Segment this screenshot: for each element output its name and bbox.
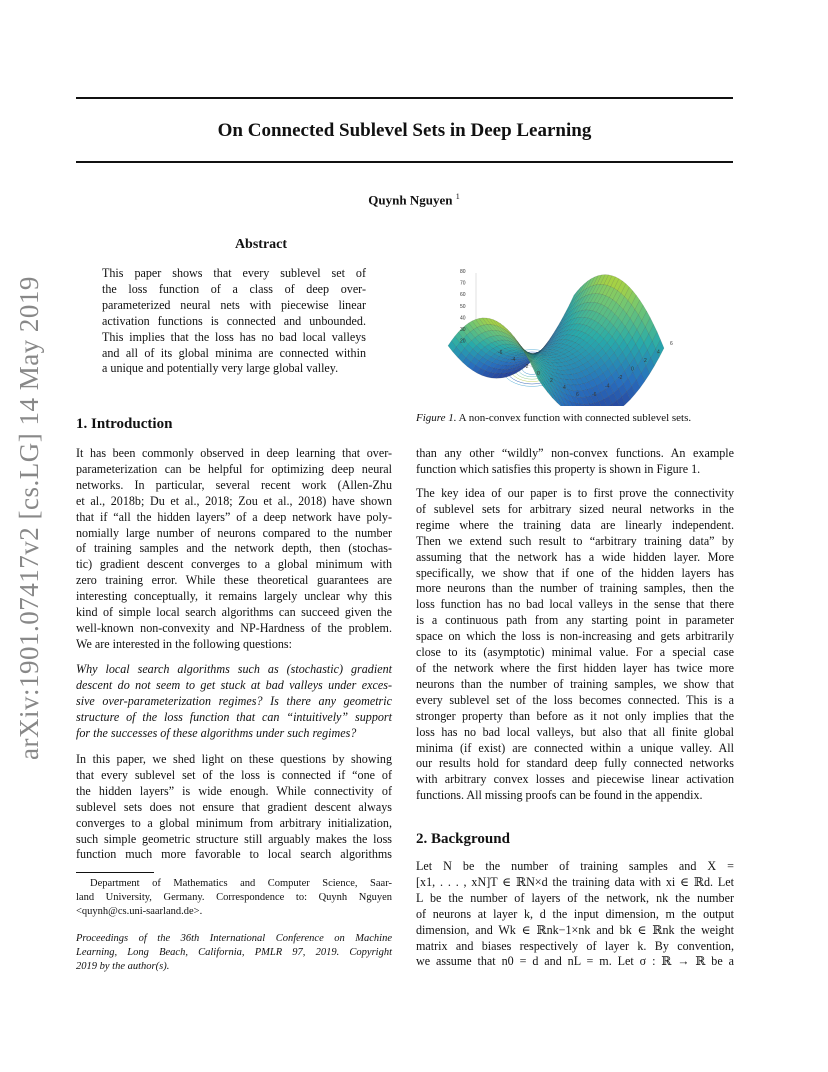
figure-caption-label: Figure 1. [416, 412, 457, 424]
text-line: matrix and biases respectively of layer k. By convention, [416, 938, 734, 953]
text-line: neurons than the number of training samples, we show that [416, 676, 734, 691]
text-line: Department of Mathematics and Computer Science, Saar- [90, 878, 392, 889]
text-line: regime where the training data are linearly independent. [416, 517, 734, 532]
text-line: we assume that n0 = d and nL = m. Let σ : ℝ → ℝ be a [416, 954, 734, 969]
text-line: the hidden layers” is wide enough. While connectivity of [76, 783, 392, 798]
text-line: Proceedings of the 36th International Conference on Machine [76, 933, 392, 944]
text-line: the loss function of a class of deep over- [102, 281, 366, 296]
text-line: Then we extend such result to “arbitrary training data” by [416, 533, 734, 548]
text-line: The key idea of our paper is to first prove the connectivity [416, 486, 734, 500]
text-line: interesting conceptually, it remains largely unclear why this [76, 589, 392, 604]
text-line: and all of its global minima are connected within [102, 345, 366, 360]
y-tick-label: 2 [644, 358, 647, 364]
intro-questions [76, 662, 392, 742]
text-line: such simple geometric structure still arguably makes the loss [76, 831, 392, 846]
author-footnote-mark: 1 [455, 192, 460, 201]
author-name-text: Quynh Nguyen [368, 192, 453, 208]
text-line: stronger property than before as it not only implies that the [416, 708, 734, 723]
text-line: Learning, Long Beach, California, PMLR 97, 2019. Copyright [76, 947, 392, 958]
text-line: loss has no bad local valleys, but also that all finite global [416, 724, 734, 739]
author-name [0, 192, 828, 208]
figure-caption [416, 412, 734, 424]
text-line: L be the number of layers of the network, nk the number [416, 890, 734, 905]
x-tick-label: -6 [498, 350, 503, 356]
y-tick-label: -2 [618, 375, 623, 381]
text-line: for the successes of these algorithms under such regimes? [76, 725, 357, 740]
text-line: than any other “wildly” non-convex functions. An example [416, 446, 734, 460]
text-line: zero training error. While these theoretical guarantees are [76, 573, 392, 588]
title-rule-top [76, 97, 733, 99]
text-line: This paper shows that every sublevel set of [102, 266, 366, 280]
text-line: activation functions is connected and unbounded. [102, 313, 366, 328]
text-line: Let N be the number of training samples and X = [416, 859, 734, 873]
intro-paragraph-3 [76, 752, 392, 863]
abstract-heading: Abstract [234, 237, 288, 252]
text-line: our results hold for standard deep fully connected networks [416, 756, 734, 771]
intro-heading: 1. Introduction [76, 416, 173, 432]
text-line: nomially large number of neurons compared to the number [76, 525, 392, 540]
z-tick-label: 20 [460, 338, 466, 345]
title-rule-bottom [76, 161, 733, 163]
text-line: functions. All missing proofs can be found in the appendix. [416, 788, 703, 803]
footnote-rule [76, 872, 154, 873]
text-line: close to its (asymptotic) minimal value. For a special case [416, 645, 734, 660]
figure-caption-text: A non-convex function with connected sublevel sets. [456, 412, 692, 424]
text-line: tic) gradient descent converges to a global minimum with [76, 557, 392, 572]
text-line: loss function has no bad local valleys in the sense that there [416, 597, 734, 612]
intro-paragraph-1 [76, 446, 392, 653]
text-line: In this paper, we shed light on these questions by showing [76, 752, 392, 766]
text-line: et al., 2018b; Du et al., 2018; Zou et al., 2018) have shown [76, 493, 392, 508]
z-tick-label: 40 [460, 315, 466, 322]
text-line: descent do not seem to get stuck at bad valleys under exces- [76, 677, 392, 692]
x-tick-label: 4 [563, 385, 566, 391]
text-line: <quynh@cs.uni-saarland.de>. [76, 906, 203, 917]
text-line: It has been commonly observed in deep learning that over- [76, 446, 392, 460]
text-line: converges to a global minimum from arbitrary initialization, [76, 815, 392, 830]
text-line: function much more favorable to local search algorithms [76, 847, 392, 862]
paper-title: On Connected Sublevel Sets in Deep Learning [217, 120, 592, 141]
text-line: of neurons at layer k, d the input dimension, m the output [416, 906, 734, 921]
text-line: networks. In particular, several recent work (Allen-Zhu [76, 477, 392, 492]
text-line: [x1, . . . , xN]T ∈ ℝN×d the training data with xi ∈ ℝd. Let [416, 874, 734, 889]
z-tick-label: 70 [460, 280, 466, 287]
x-tick-label: -4 [511, 357, 516, 363]
text-line: land University, Germany. Correspondence to: Quynh Nguyen [76, 892, 392, 903]
y-tick-label: -6 [592, 392, 597, 398]
background-heading: 2. Background [416, 831, 510, 847]
text-line: parameterized neural nets with piecewise linear [102, 297, 366, 312]
y-tick-label: 0 [631, 366, 634, 373]
text-line: parameterization can be helpful for optimizing deep neural [76, 461, 392, 476]
text-line: assuming that the network has a wide hidden layer. More [416, 549, 734, 564]
text-line: that every sublevel set of the loss is connected if “one of [76, 767, 392, 782]
footnote-affiliation [76, 877, 392, 919]
arxiv-side-label: arXiv:1901.07417v2 [cs.LG] 14 May 2019 [14, 276, 44, 760]
text-line: This implies that the loss has no bad local valleys [102, 329, 366, 344]
background-paragraph [416, 859, 734, 970]
figure-surface-plot [446, 218, 696, 406]
text-line: a unique and potentially very large global valley. [102, 361, 339, 376]
text-line: that if “all the hidden layers” of a deep network have poly- [76, 509, 392, 524]
text-line: is a continuous path from any starting point in parameter [416, 613, 734, 628]
text-line: of the network where the first hidden layer has twice more [416, 660, 734, 675]
y-tick-label: 6 [670, 341, 673, 347]
plot-surface [448, 275, 664, 406]
x-tick-label: -2 [524, 364, 529, 370]
x-tick-label: 6 [576, 392, 579, 398]
abstract-text [102, 266, 366, 377]
y-tick-label: -4 [605, 383, 610, 390]
z-tick-label: 80 [460, 269, 466, 275]
proceedings-note [76, 932, 392, 974]
z-tick-label: 60 [460, 292, 466, 299]
right-paragraph-1 [416, 446, 734, 478]
text-line: function which satisfies this property is shown in Figure 1. [416, 461, 701, 476]
text-line: dimension, and Wk ∈ ℝnk−1×nk and bk ∈ ℝnk the weight [416, 922, 734, 937]
text-line: specifically, we show that if one of the hidden layers has [416, 565, 734, 580]
right-paragraph-2 [416, 486, 734, 804]
text-line: with arbitrary convex losses and piecewise linear activation [416, 772, 734, 787]
text-line: structure of the loss function that can “intuitively” support [76, 709, 392, 724]
text-line: minima (if exist) are connected within a unique valley. All [416, 740, 734, 755]
text-line: sive over-parameterization regimes? Is there any geometric [76, 693, 392, 708]
text-line: of training samples and the network depth, then (stochas- [76, 541, 392, 556]
text-line: Why local search algorithms such as (stochastic) gradient [76, 662, 392, 676]
text-line: every sublevel set of the loss becomes connected. This is a [416, 692, 734, 707]
text-line: kind of simple local search algorithms can succeed given the [76, 605, 392, 620]
y-tick-label: 4 [657, 349, 660, 356]
text-line: well-known non-convexity and NP-Hardness of the problem. [76, 620, 392, 635]
text-line: of sublevel sets for arbitrary sized neural networks in the [416, 501, 734, 516]
z-tick-label: 50 [460, 303, 466, 310]
text-line: more neurons than the number of training samples, then the [416, 581, 734, 596]
text-line: space on which the loss is non-increasing and gets arbitrarily [416, 629, 734, 644]
text-line: 2019 by the author(s). [76, 961, 170, 972]
x-tick-label: 0 [537, 371, 540, 377]
x-tick-label: 2 [550, 378, 553, 384]
text-line: We are interested in the following questions: [76, 636, 292, 651]
text-line: sublevel sets does not ensure that gradient descent always [76, 799, 392, 814]
z-tick-label: 30 [460, 327, 466, 333]
